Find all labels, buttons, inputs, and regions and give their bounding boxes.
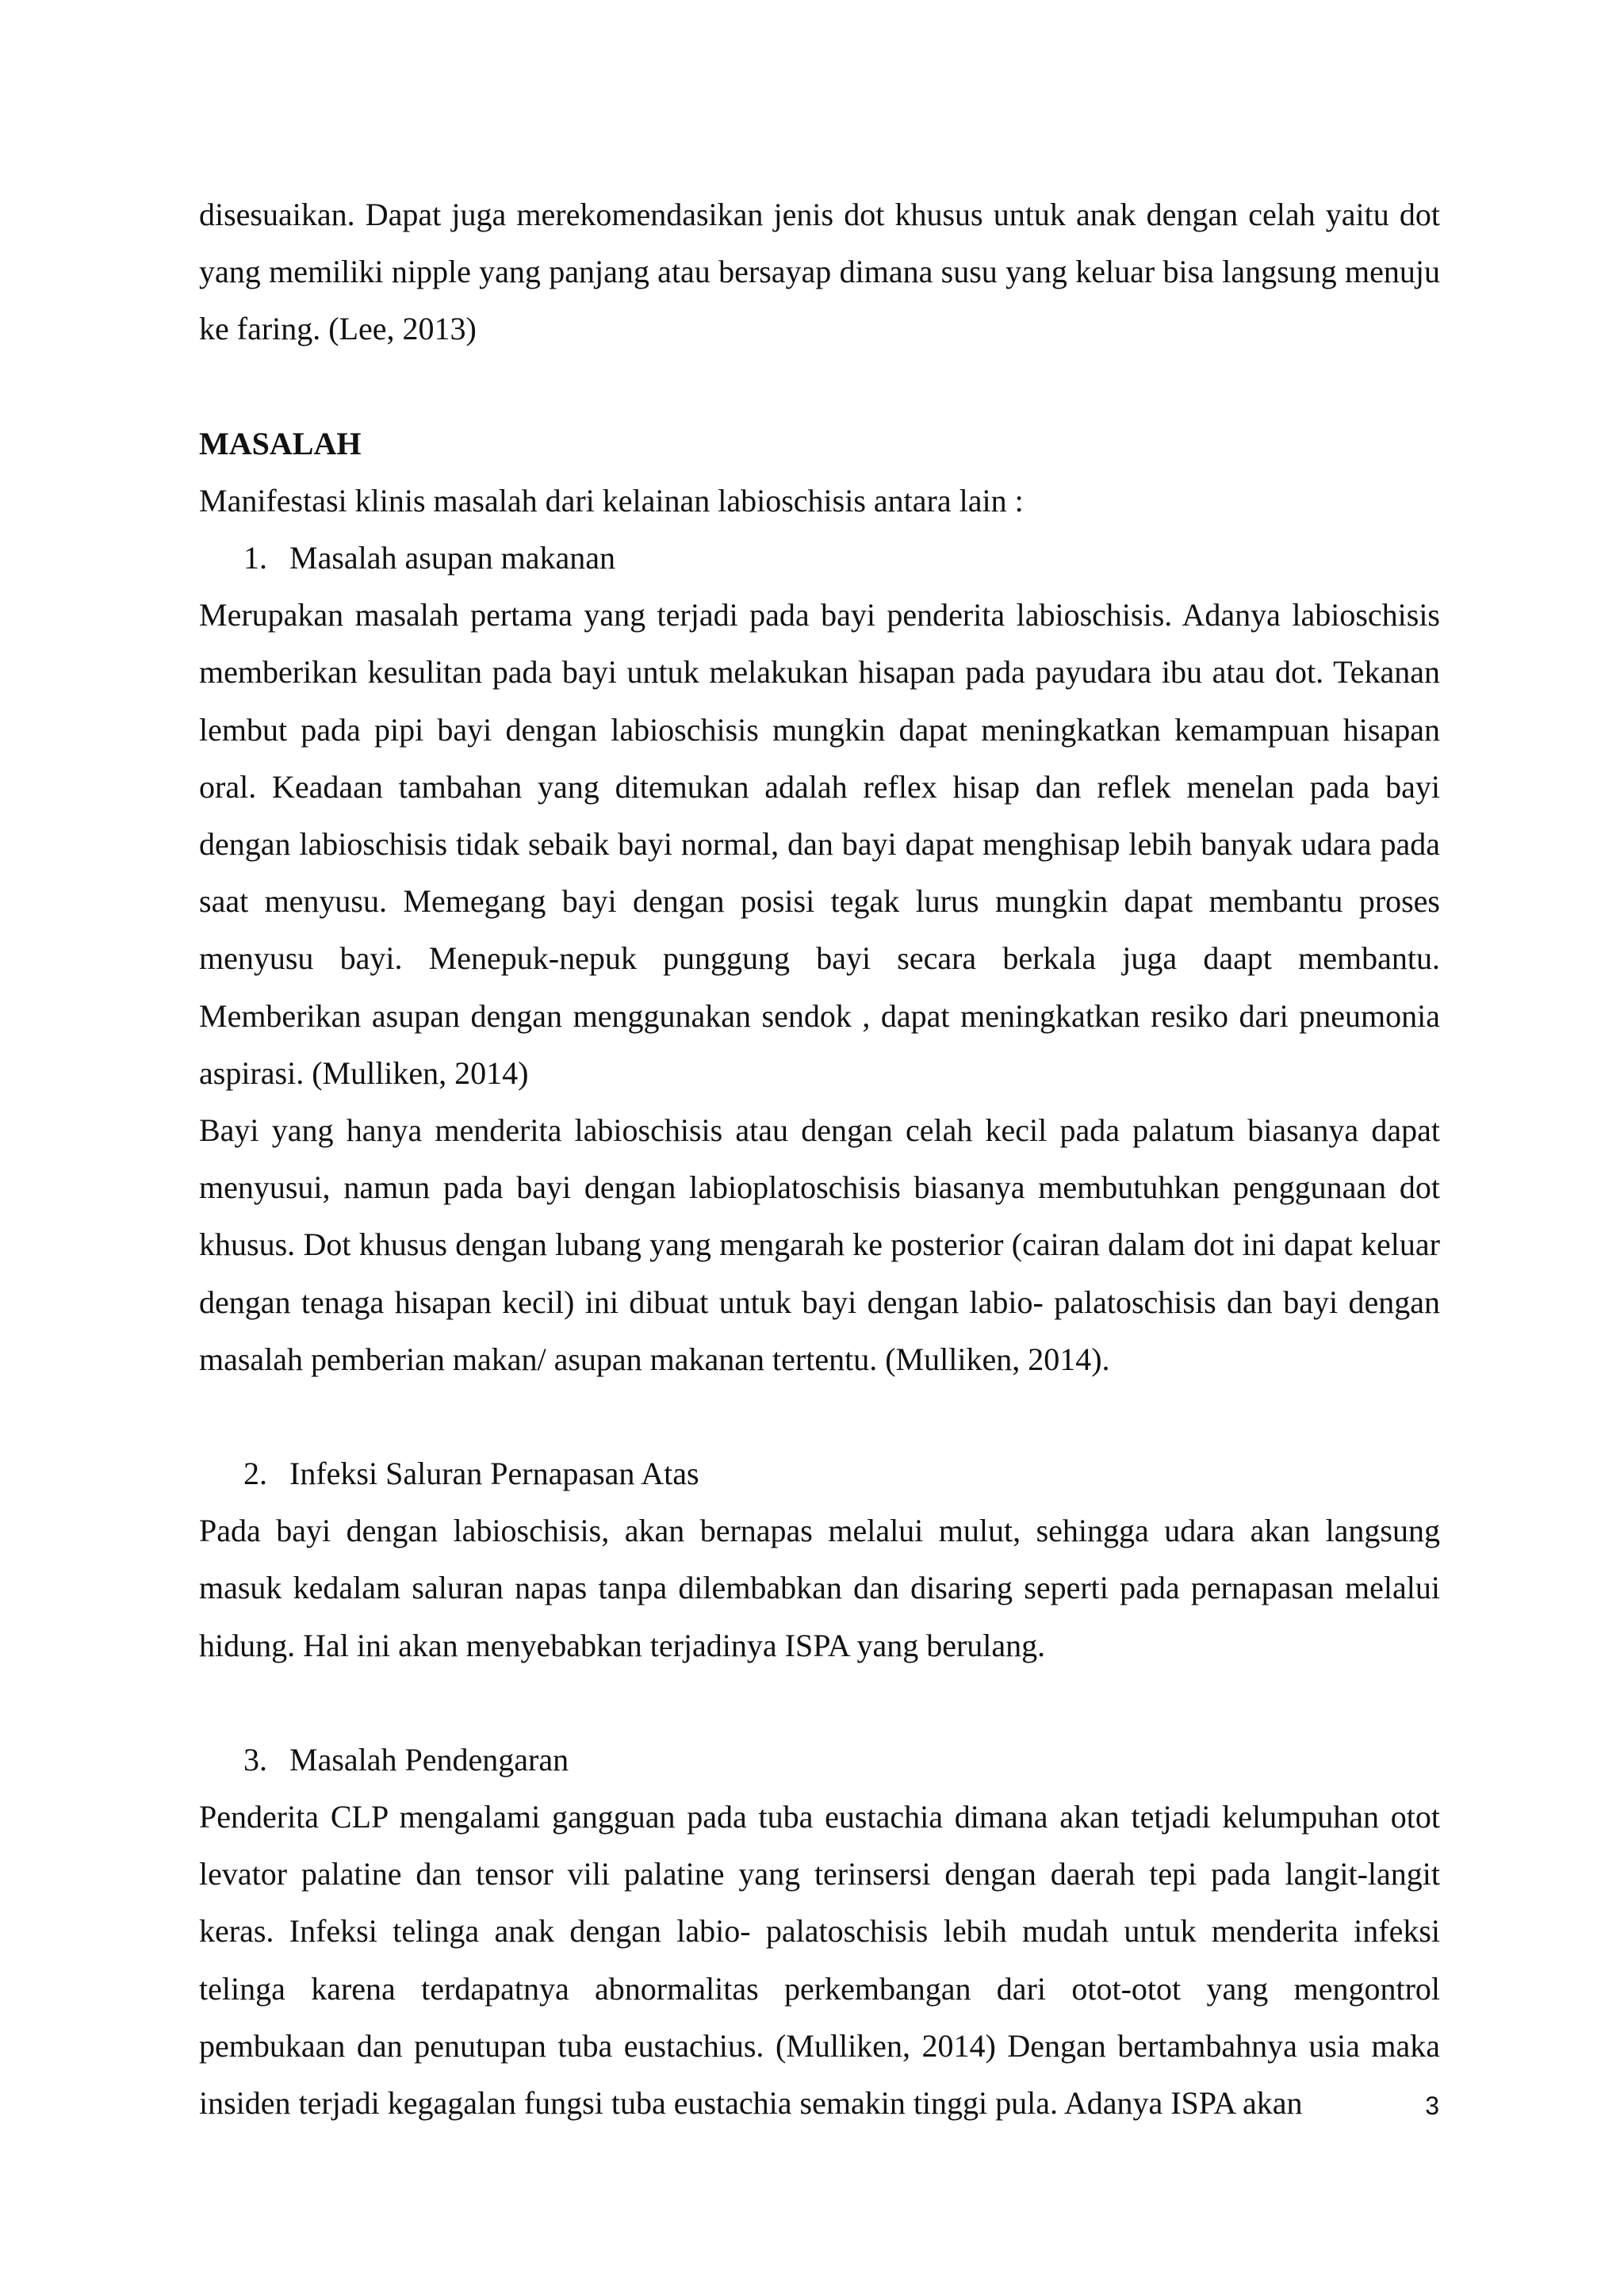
page-number: 3 xyxy=(1425,2091,1439,2120)
list-item-title: Infeksi Saluran Pernapasan Atas xyxy=(289,1456,699,1492)
paragraph: Pada bayi dengan labioschisis, akan bernapas melalui mulut, sehingga udara akan langsung masuk kedalam saluran napas tanpa dilembabkan dan disaring seperti pada pernapasan melalui hidung. Hal ini akan menyebabkan terjadinya ISPA yang berulang. xyxy=(199,1513,1440,1663)
list-item-heading xyxy=(199,1732,1440,1789)
paragraph: Penderita CLP mengalami gangguan pada tuba eustachia dimana akan tetjadi kelumpuhan otot levator palatine dan tensor vili palatine yang terinsersi dengan daerah tepi pada langit-langit keras. Infeksi telinga anak dengan labio- palatoschisis lebih mudah untuk menderita infeksi telinga karena terdapatnya abnormalitas perkembangan dari otot-otot yang mengontrol pembukaan dan penutupan tuba eustachius. (Mulliken, 2014) Dengan bertambahnya usia maka insiden terjadi kegagalan fungsi tuba eustachia semakin tinggi pula. Adanya ISPA akan xyxy=(199,1799,1440,2122)
list-item-heading xyxy=(199,530,1440,587)
list-item-number: 1. xyxy=(243,540,267,576)
paragraph: Merupakan masalah pertama yang terjadi pada bayi penderita labioschisis. Adanya labioschisis memberikan kesulitan pada bayi untuk melakukan hisapan pada payudara ibu atau dot. Tekanan lembut pada pipi bayi dengan labioschisis mungkin dapat meningkatkan kemampuan hisapan oral. Keadaan tambahan yang ditemukan adalah reflex hisap dan reflek menelan pada bayi dengan labioschisis tidak sebaik bayi normal, dan bayi dapat menghisap lebih banyak udara pada saat menyusu. Memegang bayi dengan posisi tegak lurus mungkin dapat membantu proses menyusu bayi. Menepuk-nepuk punggung bayi secara berkala juga daapt membantu. Memberikan asupan dengan menggunakan sendok , dapat meningkatkan resiko dari pneumonia aspirasi. (Mulliken, 2014) xyxy=(199,597,1440,1091)
paragraph: Bayi yang hanya menderita labioschisis atau dengan celah kecil pada palatum biasanya dapat menyusui, namun pada bayi dengan labioplatoschisis biasanya membutuhkan penggunaan dot khusus. Dot khusus dengan lubang yang mengarah ke posterior (cairan dalam dot ini dapat keluar dengan tenaga hisapan kecil) ini dibuat untuk bayi dengan labio- palatoschisis dan bayi dengan masalah pemberian makan/ asupan makanan tertentu. (Mulliken, 2014). xyxy=(199,1112,1440,1377)
list-item-title: Masalah asupan makanan xyxy=(289,540,615,576)
spacer xyxy=(199,1388,1440,1445)
list-item-number: 3. xyxy=(243,1741,267,1777)
list-item-heading xyxy=(199,1445,1440,1502)
intro-paragraph: disesuaikan. Dapat juga merekomendasikan jenis dot khusus untuk anak dengan celah yaitu dot yang memiliki nipple yang panjang atau bersayap dimana susu yang keluar bisa langsung menuju ke faring. (Lee, 2013) xyxy=(199,197,1440,347)
page-body xyxy=(199,186,1440,2132)
spacer xyxy=(199,358,1440,415)
list-item-number: 2. xyxy=(243,1456,267,1492)
list-item-title: Masalah Pendengaran xyxy=(289,1741,569,1777)
section-intro: Manifestasi klinis masalah dari kelainan labioschisis antara lain : xyxy=(199,482,1024,519)
spacer xyxy=(199,1674,1440,1732)
section-heading: MASALAH xyxy=(199,425,362,461)
